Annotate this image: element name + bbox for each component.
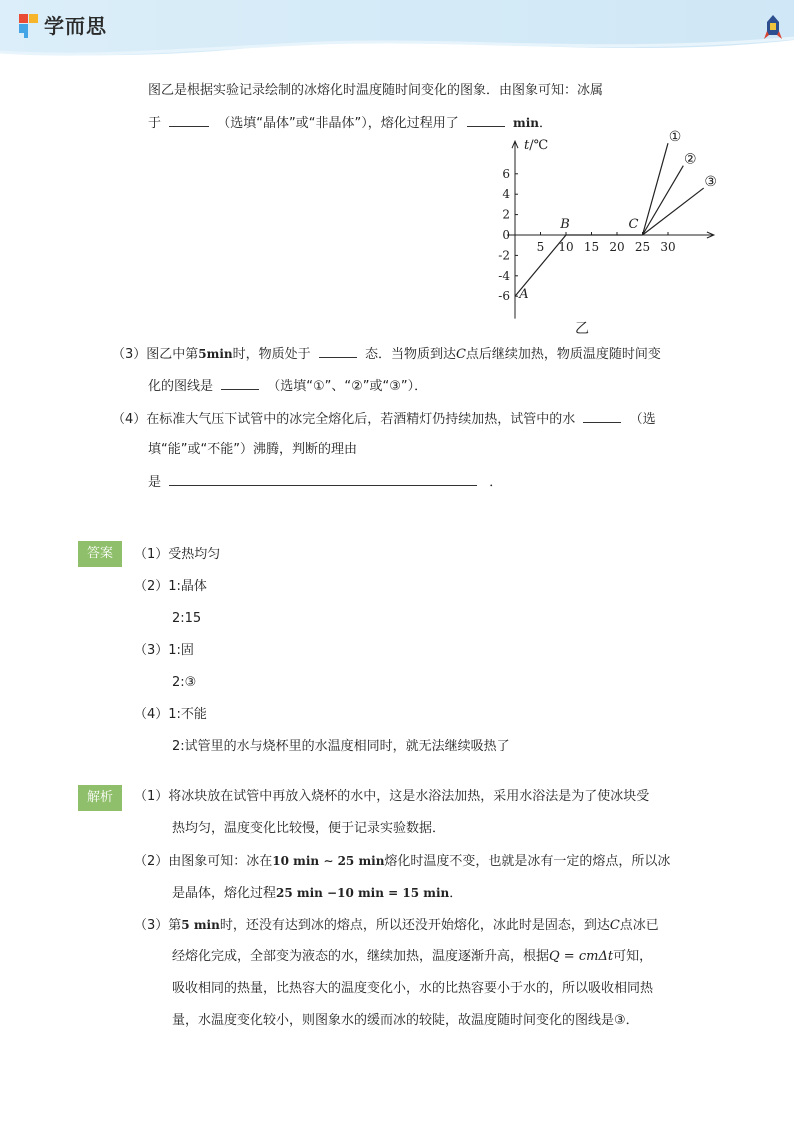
blank-melt-time xyxy=(467,114,505,127)
answer-item xyxy=(172,610,201,628)
brand-name: 学而思 xyxy=(44,14,107,38)
rocket-icon xyxy=(764,14,782,40)
question-4-line-3: 是 ． xyxy=(148,475,503,490)
y-tick-label: -4 xyxy=(498,268,510,283)
analysis-3-line-1: （3）第5 min时，还没有达到冰的熔点，所以还没开始熔化，冰此时是固态，到达C点冰已 xyxy=(134,918,659,933)
heating-line-label: ② xyxy=(684,151,697,168)
brand-logo-icon xyxy=(18,12,40,38)
answer-item-text: 1:固 xyxy=(168,643,194,658)
question-4-line-2: 填“能”或“不能”）沸腾，判断的理由 xyxy=(148,442,357,457)
answer-item xyxy=(134,706,207,724)
point-label: A xyxy=(519,287,529,303)
answer-item-text: 1:晶体 xyxy=(168,579,207,594)
blank-reason xyxy=(169,473,477,486)
y-tick-label: -6 xyxy=(498,289,510,304)
analysis-2-line-2: 是晶体，熔化过程25 min −10 min = 15 min． xyxy=(172,886,463,901)
heating-line-3 xyxy=(643,188,704,235)
question-line-2: 于 （选填“晶体”或“非晶体”），熔化过程用了 min． xyxy=(148,116,553,131)
analysis-3-line-2: 经熔化完成，全部变为液态的水，继续加热，温度逐渐升高，根据Q = cmΔt可知， xyxy=(172,949,653,964)
analysis-tag: 解析 xyxy=(78,785,122,811)
question-3-line-2: 化的图线是 （选填“①”、“②”或“③”）． xyxy=(148,379,428,394)
answer-item-number: （4） xyxy=(134,707,169,722)
y-tick-label: 6 xyxy=(502,166,510,181)
x-tick-label: 25 xyxy=(634,240,651,254)
answer-item xyxy=(134,578,207,596)
x-tick-label: 15 xyxy=(583,240,600,254)
x-tick-label: 20 xyxy=(609,240,625,254)
answer-item-text: 2:试管里的水与烧杯里的水温度相同时，就无法继续吸热了 xyxy=(172,739,510,754)
x-tick-label: 30 xyxy=(660,240,676,254)
graph-axes xyxy=(507,141,714,318)
answer-item-text: 2:③ xyxy=(172,675,197,690)
blank-crystal xyxy=(169,114,209,127)
blank-line-choice xyxy=(221,377,259,390)
answer-item xyxy=(134,642,194,660)
y-axis-label-variable: t xyxy=(524,138,530,154)
analysis-3-line-4: 量，水温度变化较小，则图象水的缓而冰的较陡，故温度随时间变化的图线是③． xyxy=(172,1013,639,1028)
question-3-line-1: （3）图乙中第5min时，物质处于 态．当物质到达C点后继续加热，物质温度随时间变 xyxy=(112,347,661,362)
y-tick-label: 4 xyxy=(502,187,510,202)
brand-logo xyxy=(18,10,107,39)
x-tick-label: 10 xyxy=(558,240,574,254)
answer-item-text: 受热均匀 xyxy=(168,547,221,562)
analysis-1-line-1: （1）将冰块放在试管中再放入烧杯的水中，这是水浴法加热，采用水浴法是为了使冰块受 xyxy=(134,789,650,804)
y-tick-label: 0 xyxy=(502,228,510,242)
question-line-1: 图乙是根据实验记录绘制的冰熔化时温度随时间变化的图象．由图象可知：冰属 xyxy=(148,83,604,98)
header-wave-background xyxy=(0,0,794,62)
answer-item-number: （3） xyxy=(134,643,169,658)
answer-tag: 答案 xyxy=(78,541,122,567)
heating-line-label: ③ xyxy=(704,174,717,191)
answer-item xyxy=(172,738,510,756)
y-tick-label: 2 xyxy=(502,207,510,222)
blank-state xyxy=(319,345,357,358)
answer-item-number: （2） xyxy=(134,579,169,594)
y-axis-label-unit: /℃ xyxy=(529,138,549,154)
answer-item-text: 1:不能 xyxy=(168,707,207,722)
answer-item-text: 2:15 xyxy=(172,611,202,626)
y-axis-label xyxy=(524,138,548,153)
x-tick-label: 5 xyxy=(536,240,545,254)
question-4-line-1: （4）在标准大气压下试管中的冰完全熔化后，若酒精灯仍持续加热，试管中的水 （选 xyxy=(112,412,656,427)
analysis-3-line-3: 吸收相同的热量，比热容大的温度变化小，水的比热容要小于水的，所以吸收相同热 xyxy=(172,981,654,996)
point-label: B xyxy=(560,217,570,232)
point-label: C xyxy=(628,217,639,232)
blank-boil xyxy=(583,410,621,423)
answer-item xyxy=(134,546,220,564)
heating-line-1 xyxy=(643,143,669,235)
analysis-2-line-1: （2）由图象可知：冰在10 min ∼ 25 min熔化时温度不变，也就是冰有一定的熔点，所以冰 xyxy=(134,854,671,869)
heating-line-2 xyxy=(643,166,684,235)
temperature-time-graph xyxy=(490,129,717,342)
heating-line-label: ① xyxy=(668,129,682,146)
graph-caption: 乙 xyxy=(575,321,589,337)
y-tick-label: -2 xyxy=(498,248,510,263)
answer-item xyxy=(172,674,196,692)
analysis-1-line-2: 热均匀，温度变化比较慢，便于记录实验数据． xyxy=(172,821,446,836)
answer-item-number: （1） xyxy=(134,547,169,562)
page-header xyxy=(0,0,794,62)
